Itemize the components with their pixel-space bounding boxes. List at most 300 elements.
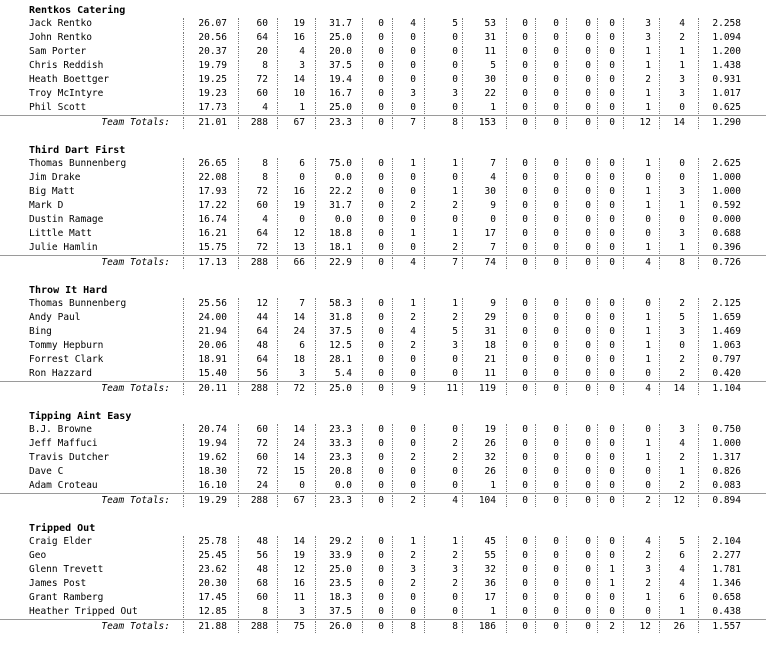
column-separator [392, 200, 393, 212]
player-name: Chris Reddish [29, 60, 104, 71]
stat-value: 0 [522, 592, 528, 603]
column-separator [506, 606, 507, 618]
stat-value: 5.4 [334, 368, 352, 379]
stat-value: 1.317 [712, 452, 741, 463]
stat-value: 16.21 [198, 228, 227, 239]
column-separator [623, 200, 624, 212]
stat-value: 6 [679, 592, 685, 603]
stat-value: 1 [452, 158, 458, 169]
stat-value: 58.3 [329, 298, 352, 309]
stat-value: 8 [262, 60, 268, 71]
stat-value: 3 [452, 564, 458, 575]
column-separator [623, 438, 624, 450]
stat-value: 0 [378, 102, 384, 113]
stat-value: 0 [553, 298, 559, 309]
stat-value: 0 [585, 214, 591, 225]
column-separator [392, 158, 393, 170]
column-separator [566, 158, 567, 170]
stat-value: 1 [645, 102, 651, 113]
column-separator [623, 354, 624, 366]
stat-value: 3 [679, 424, 685, 435]
stat-value: 16 [293, 186, 305, 197]
column-separator [659, 536, 660, 548]
stat-value: 22.2 [329, 186, 352, 197]
column-separator [623, 117, 624, 129]
stat-value: 20.0 [329, 46, 352, 57]
team-totals-row [0, 493, 766, 508]
player-row [0, 535, 766, 549]
stat-value: 2 [452, 578, 458, 589]
stat-value: 25.0 [329, 102, 352, 113]
column-separator [566, 536, 567, 548]
stat-value: 4 [299, 46, 305, 57]
player-name: Thomas Bunnenberg [29, 158, 127, 169]
stat-value: 19 [293, 18, 305, 29]
stat-value: 2 [679, 298, 685, 309]
stat-value: 0 [522, 564, 528, 575]
stat-value: 2 [410, 340, 416, 351]
column-separator [659, 228, 660, 240]
column-separator [566, 368, 567, 380]
column-separator [506, 18, 507, 30]
stat-value: 0 [553, 438, 559, 449]
player-name: Troy McIntyre [29, 88, 104, 99]
stat-value: 0 [522, 102, 528, 113]
stat-value: 19.4 [329, 74, 352, 85]
column-separator [362, 592, 363, 604]
team-totals-label: Team Totals: [101, 117, 170, 128]
total-value: 0 [609, 383, 615, 394]
stat-value: 0 [553, 102, 559, 113]
column-separator [659, 592, 660, 604]
total-value: 0 [609, 257, 615, 268]
stat-value: 1 [645, 186, 651, 197]
stat-value: 0 [585, 550, 591, 561]
stat-value: 2.258 [712, 18, 741, 29]
total-value: 0 [609, 117, 615, 128]
column-separator [424, 298, 425, 310]
column-separator [424, 158, 425, 170]
player-row [0, 227, 766, 241]
column-separator [623, 536, 624, 548]
stat-value: 0.688 [712, 228, 741, 239]
stat-value: 6 [679, 550, 685, 561]
stat-value: 0 [522, 172, 528, 183]
stat-value: 1 [490, 606, 496, 617]
stat-value: 0 [410, 214, 416, 225]
column-separator [535, 326, 536, 338]
stat-value: 0 [410, 60, 416, 71]
stat-value: 0 [553, 354, 559, 365]
stat-value: 0 [522, 74, 528, 85]
stat-value: 0.658 [712, 592, 741, 603]
stat-value: 0 [522, 578, 528, 589]
player-name: Travis Dutcher [29, 452, 110, 463]
stat-value: 0 [679, 214, 685, 225]
stat-value: 0 [645, 172, 651, 183]
column-separator [392, 32, 393, 44]
stat-value: 3 [645, 564, 651, 575]
stat-value: 0 [585, 326, 591, 337]
stat-value: 0 [410, 186, 416, 197]
stat-value: 5 [452, 326, 458, 337]
column-separator [535, 592, 536, 604]
stat-value: 2 [452, 452, 458, 463]
column-separator [392, 383, 393, 395]
stat-value: 0 [609, 74, 615, 85]
total-value: 1.557 [712, 621, 741, 632]
player-name: John Rentko [29, 32, 92, 43]
stat-value: 0 [645, 424, 651, 435]
column-separator [535, 340, 536, 352]
column-separator [623, 46, 624, 58]
player-name: Andy Paul [29, 312, 81, 323]
column-separator [535, 621, 536, 633]
total-value: 153 [478, 117, 496, 128]
stat-value: 60 [256, 424, 268, 435]
stat-value: 26 [484, 466, 496, 477]
stat-value: 0 [490, 214, 496, 225]
column-separator [535, 200, 536, 212]
column-separator [392, 172, 393, 184]
player-row [0, 437, 766, 451]
stat-value: 25.0 [329, 32, 352, 43]
column-separator [659, 172, 660, 184]
column-separator [506, 466, 507, 478]
total-value: 0 [585, 383, 591, 394]
total-value: 19.29 [198, 495, 227, 506]
stat-value: 0 [522, 32, 528, 43]
column-separator [392, 228, 393, 240]
total-value: 12 [639, 621, 651, 632]
column-separator [362, 495, 363, 507]
total-value: 0 [585, 621, 591, 632]
stat-value: 36 [484, 578, 496, 589]
stat-value: 0.797 [712, 354, 741, 365]
stat-value: 1 [452, 298, 458, 309]
stat-value: 15 [293, 466, 305, 477]
player-name: Tommy Hepburn [29, 340, 104, 351]
stat-value: 75.0 [329, 158, 352, 169]
stat-value: 37.5 [329, 326, 352, 337]
stat-value: 53 [484, 18, 496, 29]
stat-value: 0 [378, 60, 384, 71]
column-separator [566, 592, 567, 604]
column-separator [424, 578, 425, 590]
column-separator [362, 606, 363, 618]
player-row [0, 185, 766, 199]
column-separator [362, 32, 363, 44]
column-separator [566, 117, 567, 129]
player-row [0, 451, 766, 465]
column-separator [623, 18, 624, 30]
column-separator [566, 606, 567, 618]
column-separator [535, 158, 536, 170]
column-separator [362, 383, 363, 395]
column-separator [659, 242, 660, 254]
column-separator [424, 312, 425, 324]
stat-value: 64 [256, 326, 268, 337]
column-separator [623, 621, 624, 633]
stat-value: 3 [679, 228, 685, 239]
column-separator [623, 186, 624, 198]
player-row [0, 549, 766, 563]
column-separator [424, 102, 425, 114]
column-separator [535, 480, 536, 492]
column-separator [392, 186, 393, 198]
stat-value: 60 [256, 200, 268, 211]
stat-value: 0 [585, 200, 591, 211]
column-separator [623, 564, 624, 576]
stat-value: 7 [490, 158, 496, 169]
stat-value: 0 [645, 368, 651, 379]
stat-value: 1 [645, 354, 651, 365]
column-separator [566, 621, 567, 633]
column-separator [392, 326, 393, 338]
stat-value: 16.74 [198, 214, 227, 225]
stat-value: 48 [256, 536, 268, 547]
column-separator [535, 298, 536, 310]
stat-value: 31.7 [329, 200, 352, 211]
stat-value: 16.7 [329, 88, 352, 99]
stat-value: 0 [378, 354, 384, 365]
column-separator [506, 257, 507, 269]
stat-value: 0 [452, 466, 458, 477]
stat-value: 24 [293, 326, 305, 337]
stat-value: 33.9 [329, 550, 352, 561]
stat-value: 0 [553, 578, 559, 589]
stat-value: 5 [679, 536, 685, 547]
column-separator [392, 592, 393, 604]
column-separator [566, 340, 567, 352]
stat-value: 2.277 [712, 550, 741, 561]
total-value: 23.3 [329, 495, 352, 506]
column-separator [566, 326, 567, 338]
stat-value: 0 [452, 46, 458, 57]
player-name: Little Matt [29, 228, 92, 239]
stat-value: 4 [679, 564, 685, 575]
total-value: 26 [673, 621, 685, 632]
stat-value: 0 [553, 536, 559, 547]
player-name: Jim Drake [29, 172, 81, 183]
stat-value: 0 [609, 536, 615, 547]
stat-value: 0.0 [334, 172, 352, 183]
team-totals-label: Team Totals: [101, 383, 170, 394]
stat-value: 1 [645, 46, 651, 57]
stat-value: 1.063 [712, 340, 741, 351]
stat-value: 0 [585, 228, 591, 239]
column-separator [506, 242, 507, 254]
stat-value: 0 [609, 452, 615, 463]
stat-value: 0 [585, 578, 591, 589]
stat-value: 0 [452, 214, 458, 225]
column-separator [623, 578, 624, 590]
stat-value: 0 [522, 424, 528, 435]
stat-value: 0 [378, 312, 384, 323]
column-separator [392, 424, 393, 436]
stat-value: 0 [553, 550, 559, 561]
stat-value: 0 [452, 592, 458, 603]
stat-value: 2 [679, 452, 685, 463]
team-name: Tripped Out [29, 523, 96, 534]
column-separator [566, 550, 567, 562]
stat-value: 2 [679, 480, 685, 491]
column-separator [424, 424, 425, 436]
stat-value: 25.45 [198, 550, 227, 561]
stat-value: 0 [410, 74, 416, 85]
total-value: 0 [553, 383, 559, 394]
stat-value: 30 [484, 186, 496, 197]
column-separator [623, 480, 624, 492]
team-totals-row [0, 115, 766, 130]
column-separator [424, 621, 425, 633]
stat-value: 0 [645, 480, 651, 491]
stat-value: 18.91 [198, 354, 227, 365]
stat-value: 2 [410, 200, 416, 211]
column-separator [392, 438, 393, 450]
player-row [0, 157, 766, 171]
column-separator [506, 354, 507, 366]
column-separator [506, 452, 507, 464]
player-row [0, 45, 766, 59]
stat-value: 21 [484, 354, 496, 365]
column-separator [424, 536, 425, 548]
stat-value: 1 [679, 46, 685, 57]
team-name: Third Dart First [29, 145, 126, 156]
stat-value: 0 [553, 158, 559, 169]
stat-value: 2 [679, 32, 685, 43]
stat-value: 45 [484, 536, 496, 547]
column-separator [566, 257, 567, 269]
total-value: 288 [250, 257, 268, 268]
column-separator [392, 536, 393, 548]
column-separator [659, 368, 660, 380]
column-separator [362, 117, 363, 129]
column-separator [535, 32, 536, 44]
stat-value: 0 [553, 368, 559, 379]
stat-value: 1.094 [712, 32, 741, 43]
column-separator [623, 102, 624, 114]
stat-value: 30 [484, 74, 496, 85]
stat-value: 19 [484, 424, 496, 435]
stat-value: 2 [452, 312, 458, 323]
stat-value: 0 [585, 172, 591, 183]
player-name: Thomas Bunnenberg [29, 298, 127, 309]
stat-value: 1.000 [712, 186, 741, 197]
column-separator [392, 18, 393, 30]
stat-value: 0 [378, 74, 384, 85]
stat-value: 0 [585, 592, 591, 603]
stat-value: 0.083 [712, 480, 741, 491]
column-separator [506, 228, 507, 240]
total-value: 8 [452, 117, 458, 128]
column-separator [659, 186, 660, 198]
stat-value: 0 [378, 172, 384, 183]
stat-value: 2 [645, 550, 651, 561]
stat-value: 6 [299, 158, 305, 169]
stat-value: 1 [645, 88, 651, 99]
column-separator [362, 578, 363, 590]
stat-value: 6 [299, 340, 305, 351]
stat-value: 0 [585, 340, 591, 351]
stat-value: 0 [522, 88, 528, 99]
column-separator [424, 438, 425, 450]
column-separator [392, 298, 393, 310]
stat-value: 12.85 [198, 606, 227, 617]
column-separator [623, 550, 624, 562]
team-totals-row [0, 255, 766, 270]
column-separator [535, 257, 536, 269]
column-separator [424, 18, 425, 30]
column-separator [424, 466, 425, 478]
column-separator [535, 383, 536, 395]
column-separator [659, 326, 660, 338]
column-separator [659, 214, 660, 226]
stat-value: 14 [293, 74, 305, 85]
total-value: 4 [410, 257, 416, 268]
stat-value: 10 [293, 88, 305, 99]
team-totals-label: Team Totals: [101, 257, 170, 268]
stat-value: 9 [490, 200, 496, 211]
column-separator [506, 298, 507, 310]
stat-value: 19.94 [198, 438, 227, 449]
stat-value: 0 [585, 312, 591, 323]
stat-value: 0 [553, 88, 559, 99]
column-separator [506, 578, 507, 590]
stat-value: 0 [585, 60, 591, 71]
stat-value: 0 [378, 550, 384, 561]
column-separator [566, 354, 567, 366]
player-name: Sam Porter [29, 46, 87, 57]
total-value: 0 [553, 621, 559, 632]
stat-value: 24.00 [198, 312, 227, 323]
column-separator [392, 564, 393, 576]
stat-value: 17.93 [198, 186, 227, 197]
player-row [0, 479, 766, 493]
column-separator [659, 354, 660, 366]
stat-value: 0 [609, 102, 615, 113]
stat-value: 1 [679, 466, 685, 477]
stat-value: 0 [553, 32, 559, 43]
stat-value: 0 [585, 298, 591, 309]
stat-value: 0 [585, 32, 591, 43]
stat-value: 0 [299, 214, 305, 225]
total-value: 17.13 [198, 257, 227, 268]
column-separator [659, 117, 660, 129]
stat-value: 0 [585, 480, 591, 491]
team-totals-row [0, 619, 766, 634]
column-separator [506, 438, 507, 450]
stat-value: 18.8 [329, 228, 352, 239]
column-separator [659, 606, 660, 618]
column-separator [659, 32, 660, 44]
column-separator [362, 340, 363, 352]
stat-value: 2 [452, 242, 458, 253]
stat-value: 0 [378, 564, 384, 575]
column-separator [362, 438, 363, 450]
stat-value: 0 [378, 88, 384, 99]
column-separator [424, 60, 425, 72]
stat-value: 23.3 [329, 452, 352, 463]
column-separator [424, 257, 425, 269]
stat-value: 0 [609, 606, 615, 617]
column-separator [566, 88, 567, 100]
stat-value: 25.56 [198, 298, 227, 309]
column-separator [424, 564, 425, 576]
column-separator [535, 495, 536, 507]
total-value: 8 [452, 621, 458, 632]
stat-value: 0.0 [334, 480, 352, 491]
